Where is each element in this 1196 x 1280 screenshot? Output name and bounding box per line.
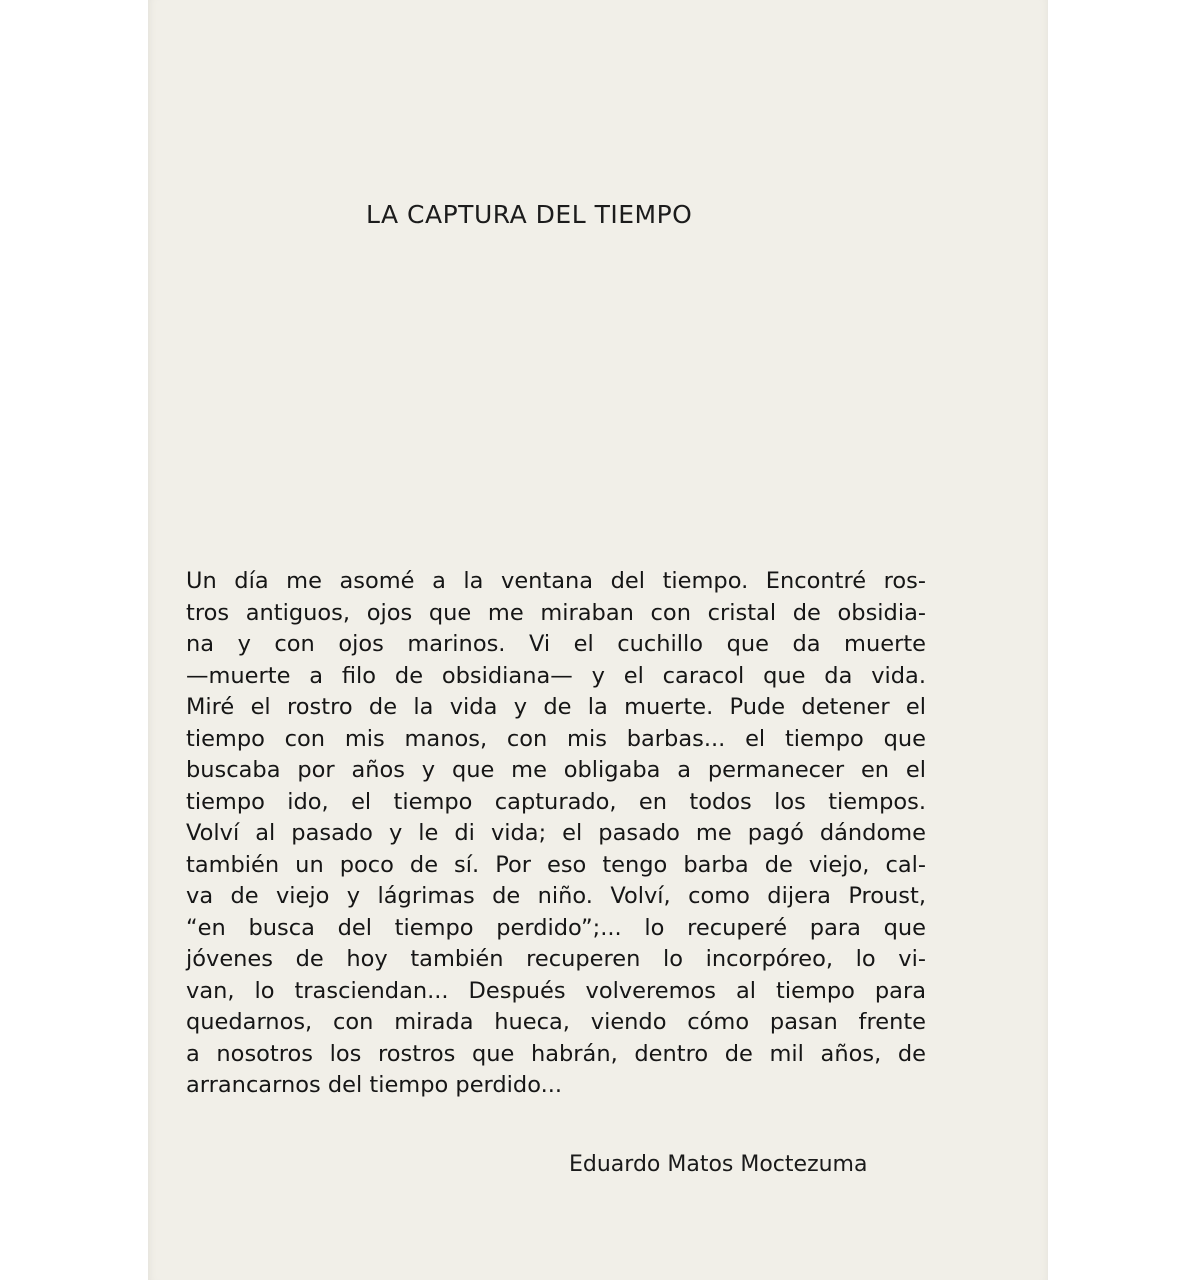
author-signature: Eduardo Matos Moctezuma xyxy=(569,1152,868,1177)
paragraph-line: tiempo con mis manos, con mis barbas... el tiempo que xyxy=(186,725,926,752)
book-page xyxy=(148,0,1048,1280)
paragraph-line: jóvenes de hoy también recuperen lo incorpóreo, lo vi- xyxy=(186,946,926,972)
paragraph-line: van, lo trasciendan... Después volveremos al tiempo para xyxy=(186,977,926,1004)
paragraph-line: Un día me asomé a la ventana del tiempo. Encontré ros- xyxy=(186,568,926,594)
paragraph-line: tros antiguos, ojos que me miraban con cristal de obsidia- xyxy=(186,599,926,626)
paragraph-line: Miré el rostro de la vida y de la muerte. Pude detener el xyxy=(186,694,926,720)
paragraph-line: na y con ojos marinos. Vi el cuchillo que da muerte xyxy=(186,631,926,657)
body-paragraph xyxy=(186,566,926,1102)
page-title: LA CAPTURA DEL TIEMPO xyxy=(366,200,693,229)
paragraph-line: quedarnos, con mirada hueca, viendo cómo pasan frente xyxy=(186,1009,926,1035)
paragraph-line: —muerte a filo de obsidiana— y el caracol que da vida. xyxy=(186,662,926,689)
paragraph-line: tiempo ido, el tiempo capturado, en todos los tiempos. xyxy=(186,788,926,815)
paragraph-line: a nosotros los rostros que habrán, dentro de mil años, de xyxy=(186,1040,926,1067)
paragraph-line: Volví al pasado y le di vida; el pasado me pagó dándome xyxy=(186,820,926,846)
paragraph-line: “en busca del tiempo perdido”;... lo recuperé para que xyxy=(186,914,926,941)
paragraph-line: buscaba por años y que me obligaba a permanecer en el xyxy=(186,757,926,783)
paragraph-line: también un poco de sí. Por eso tengo barba de viejo, cal- xyxy=(186,851,926,878)
paragraph-line: va de viejo y lágrimas de niño. Volví, como dijera Proust, xyxy=(186,883,926,909)
paragraph-line: arrancarnos del tiempo perdido... xyxy=(186,1072,563,1098)
